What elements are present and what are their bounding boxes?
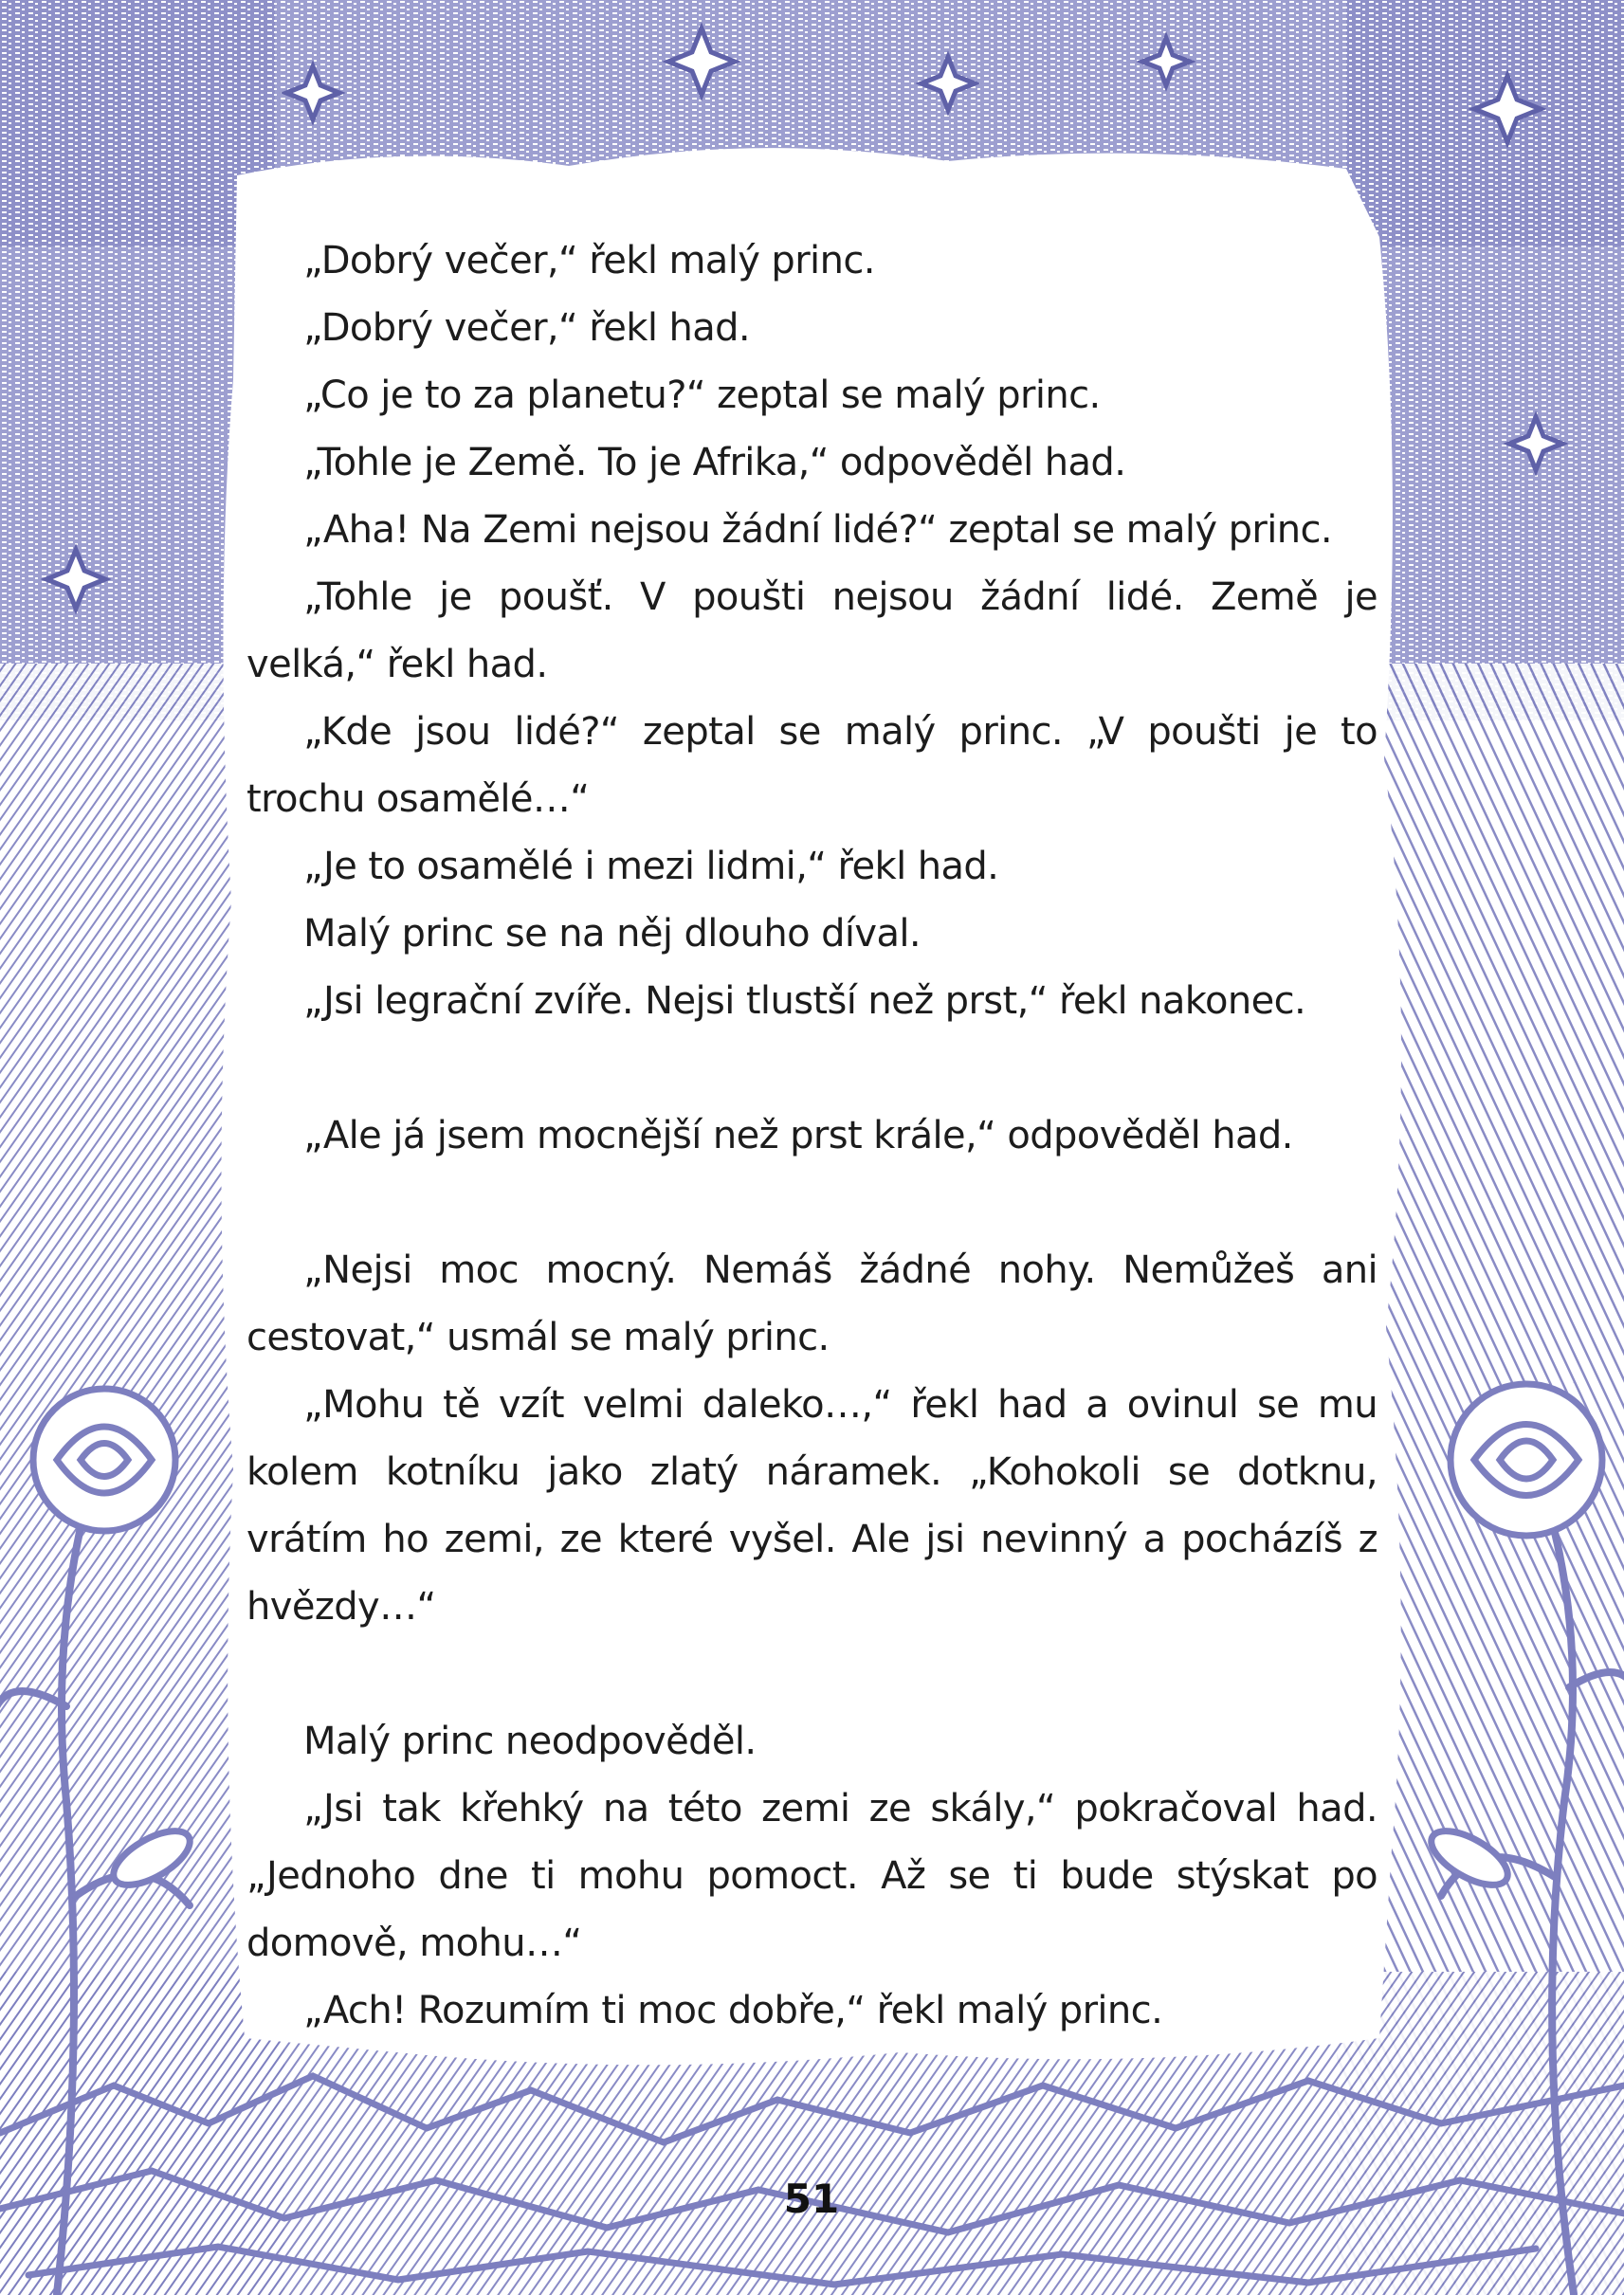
paragraph: „Ach! Rozumím ti moc dobře,“ řekl malý princ. bbox=[303, 1989, 1163, 2032]
paragraph: „Dobrý večer,“ řekl had. bbox=[303, 306, 751, 350]
page-number: 51 bbox=[783, 2176, 840, 2222]
paragraph: „Jsi tak křehký na této zemi ze skály,“ pokračoval had. „Jednoho dne ti mohu pomoct. Až se ti bude stýskat po domově, mohu…“ bbox=[246, 1787, 1378, 1965]
paragraph: „Jsi legrační zvíře. Nejsi tlustší než prst,“ řekl nakonec. bbox=[303, 979, 1306, 1023]
paragraph: „Ale já jsem mocnější než prst krále,“ odpověděl had. bbox=[303, 1114, 1293, 1157]
paragraph: „Dobrý večer,“ řekl malý princ. bbox=[303, 239, 875, 282]
paragraph: „Je to osamělé i mezi lidmi,“ řekl had. bbox=[303, 845, 999, 888]
paragraph: „Mohu tě vzít velmi daleko…,“ řekl had a ovinul se mu kolem kotníku jako zlatý náramek. „Kohokoli se dotknu, vrátím ho zemi, ze které vyšel. Ale jsi nevinný a pocházíš z hvězdy…“ bbox=[246, 1383, 1378, 1629]
paragraph: „Aha! Na Zemi nejsou žádní lidé?“ zeptal se malý princ. bbox=[303, 508, 1332, 552]
paragraph: „Kde jsou lidé?“ zeptal se malý princ. „V poušti je to trochu osamělé…“ bbox=[246, 710, 1378, 821]
paragraph: „Co je to za planetu?“ zeptal se malý princ. bbox=[303, 373, 1101, 417]
paragraph: „Tohle je poušť. V poušti nejsou žádní lidé. Země je velká,“ řekl had. bbox=[246, 575, 1378, 686]
paragraph: „Nejsi moc mocný. Nemáš žádné nohy. Nemůžeš ani cestovat,“ usmál se malý princ. bbox=[246, 1248, 1378, 1359]
story-text bbox=[246, 228, 1378, 2045]
paragraph: „Tohle je Země. To je Afrika,“ odpověděl had. bbox=[303, 441, 1126, 484]
paragraph: Malý princ se na něj dlouho díval. bbox=[303, 912, 921, 956]
paragraph: Malý princ neodpověděl. bbox=[303, 1720, 757, 1763]
